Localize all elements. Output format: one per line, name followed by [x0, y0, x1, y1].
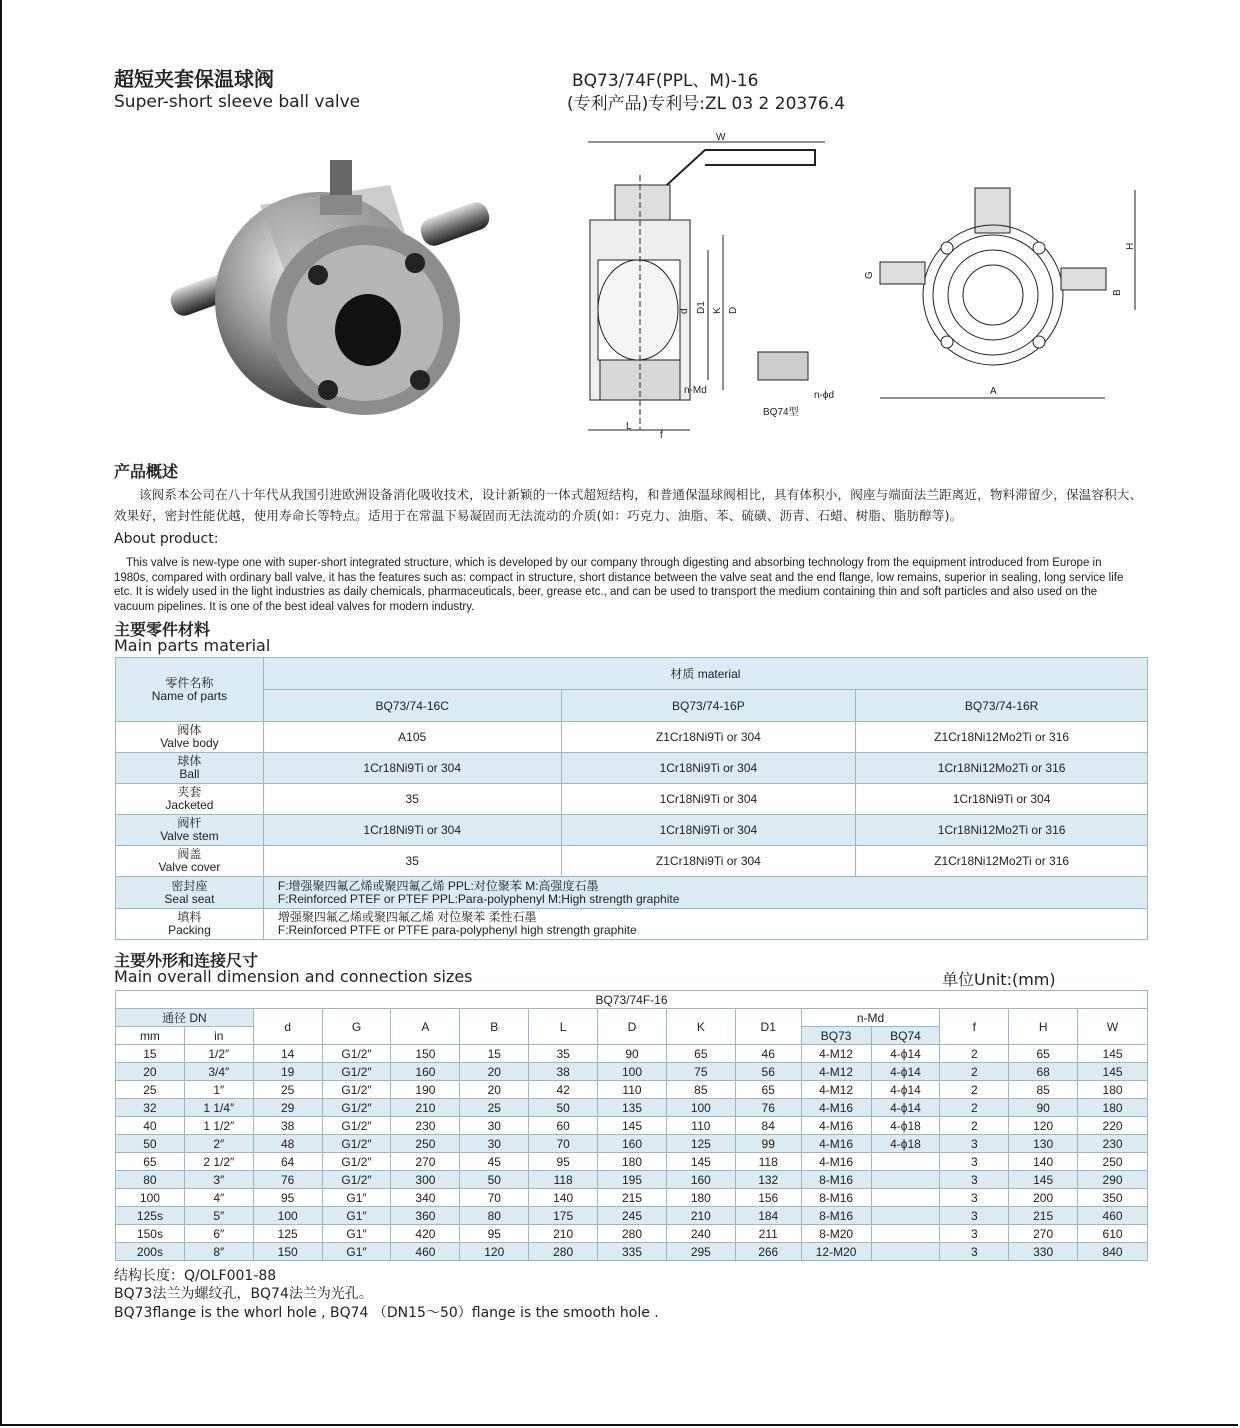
dimension-cell: 4-M16	[801, 1117, 871, 1135]
dimension-cell: 90	[598, 1045, 667, 1063]
dimension-cell: 85	[666, 1081, 735, 1099]
dimension-row	[116, 1225, 1148, 1243]
material-cell: 1Cr18Ni9Ti or 304	[561, 815, 856, 846]
dimension-cell: 270	[391, 1153, 460, 1171]
dimension-cell: 120	[1009, 1117, 1078, 1135]
dimension-cell	[871, 1225, 940, 1243]
section-drawing	[580, 130, 850, 440]
dimension-cell: 8″	[184, 1243, 253, 1261]
dimension-cell: 95	[253, 1189, 322, 1207]
dimension-cell: 95	[460, 1225, 529, 1243]
dimension-cell: G1/2″	[322, 1171, 391, 1189]
dimension-cell: 145	[1078, 1063, 1148, 1081]
dimension-cell: 25	[253, 1081, 322, 1099]
material-cell: 35	[263, 846, 561, 877]
part-cn: 阀体	[177, 723, 202, 737]
part-en: Valve stem	[160, 829, 219, 843]
valve-photo	[160, 155, 505, 420]
materials-heading-cn: 主要零件材料	[114, 620, 211, 639]
hdr-w: W	[1078, 1009, 1148, 1045]
front-drawing	[855, 180, 1140, 405]
material-cell: 1Cr18Ni9Ti or 304	[561, 784, 856, 815]
variant-c: BQ73/74-16C	[263, 690, 561, 722]
dimension-cell: 30	[460, 1117, 529, 1135]
material-cell: Z1Cr18Ni12Mo2Ti or 316	[856, 722, 1148, 753]
variant-p: BQ73/74-16P	[561, 690, 856, 722]
dimension-cell: 1 1/2″	[184, 1117, 253, 1135]
dimensions-table	[115, 990, 1148, 1261]
dimension-cell: 32	[116, 1099, 185, 1117]
dimension-cell: 210	[666, 1207, 735, 1225]
dimension-cell: 5″	[184, 1207, 253, 1225]
dimension-cell: G1″	[322, 1225, 391, 1243]
material-cell: 35	[263, 784, 561, 815]
dimension-cell: 3″	[184, 1171, 253, 1189]
dimension-cell: 84	[735, 1117, 801, 1135]
material-cell: 1Cr18Ni9Ti or 304	[263, 753, 561, 784]
dim-k: K	[712, 307, 723, 314]
dimension-cell: 38	[529, 1063, 598, 1081]
dimension-cell: 38	[253, 1117, 322, 1135]
dimension-cell: 65	[666, 1045, 735, 1063]
dimension-cell: 184	[735, 1207, 801, 1225]
dimension-cell: 145	[1078, 1045, 1148, 1063]
dimension-cell: 135	[598, 1099, 667, 1117]
dimension-cell: 70	[460, 1189, 529, 1207]
dim-a: A	[990, 386, 997, 397]
overview-heading-en: About product:	[114, 531, 219, 547]
seal-line-cn: F:增强聚四氟乙烯或聚四氟乙烯 PPL:对位聚苯 M:高强度石墨	[277, 878, 599, 893]
dimension-row	[116, 1099, 1148, 1117]
dimension-cell: 110	[666, 1117, 735, 1135]
dimension-cell: 840	[1078, 1243, 1148, 1261]
dimension-cell	[871, 1153, 940, 1171]
hdr-b: B	[460, 1009, 529, 1045]
dimension-cell: 100	[253, 1207, 322, 1225]
material-row	[116, 815, 1148, 846]
dimension-cell: 20	[460, 1063, 529, 1081]
dimension-row	[116, 1171, 1148, 1189]
dimension-row	[116, 1063, 1148, 1081]
variant-r: BQ73/74-16R	[856, 690, 1148, 722]
dimension-cell: 100	[116, 1189, 185, 1207]
dim-nmd: n-Md	[684, 385, 707, 396]
hdr-g: G	[322, 1009, 391, 1045]
dimension-cell: 140	[529, 1189, 598, 1207]
dimension-cell: 90	[1009, 1099, 1078, 1117]
materials-heading-en: Main parts material	[114, 636, 271, 655]
dimension-cell: G1″	[322, 1189, 391, 1207]
material-cell: Z1Cr18Ni9Ti or 304	[561, 722, 856, 753]
hdr-mm: mm	[116, 1027, 185, 1045]
dimension-row	[116, 1045, 1148, 1063]
dim-b: B	[1112, 289, 1123, 296]
dimension-cell: 100	[598, 1063, 667, 1081]
dim-h: H	[1125, 242, 1136, 250]
part-en: Packing	[168, 923, 211, 937]
material-cell: 1Cr18Ni12Mo2Ti or 316	[856, 753, 1148, 784]
part-cn: 阀杆	[177, 816, 202, 830]
col-material: 材质 material	[263, 658, 1147, 690]
dimension-cell: 360	[391, 1207, 460, 1225]
dim-g: G	[864, 271, 875, 279]
dim-d1: D1	[696, 301, 707, 314]
table-model: BQ73/74F-16	[116, 991, 1148, 1009]
hdr-nmd: n-Md	[801, 1009, 940, 1027]
seal-line-en: F:Reinforced PTEF or PTEF PPL:Para-polyphenyl M:High strength graphite	[277, 891, 680, 906]
dimension-cell: 118	[529, 1171, 598, 1189]
dimensions-heading-en: Main overall dimension and connection sizes	[114, 967, 473, 986]
dimension-cell: G1/2″	[322, 1117, 391, 1135]
hdr-k: K	[666, 1009, 735, 1045]
material-cell: Z1Cr18Ni9Ti or 304	[561, 846, 856, 877]
dimension-cell: G1″	[322, 1243, 391, 1261]
dimension-row	[116, 1243, 1148, 1261]
dimension-cell: 200	[1009, 1189, 1078, 1207]
dimension-row	[116, 1135, 1148, 1153]
dimension-cell: 215	[1009, 1207, 1078, 1225]
dimension-cell: 1/2″	[184, 1045, 253, 1063]
dimension-cell: 211	[735, 1225, 801, 1243]
dimension-cell: 80	[460, 1207, 529, 1225]
dimension-cell: 210	[529, 1225, 598, 1243]
dimension-cell: 2	[940, 1117, 1009, 1135]
hdr-bq74: BQ74	[871, 1027, 940, 1045]
dimension-cell: 245	[598, 1207, 667, 1225]
hdr-a: A	[391, 1009, 460, 1045]
dimension-cell: 350	[1078, 1189, 1148, 1207]
dimensions-heading-cn: 主要外形和连接尺寸	[114, 951, 259, 970]
dimension-cell: 46	[735, 1045, 801, 1063]
dimension-cell: 175	[529, 1207, 598, 1225]
dimension-cell: 180	[1078, 1099, 1148, 1117]
hdr-dn: 通径 DN	[116, 1009, 254, 1027]
note-flange-en: BQ73flange is the whorl hole , BQ74 （DN15～50）flange is the smooth hole .	[114, 1305, 659, 1321]
dim-w: W	[716, 132, 726, 143]
dimension-cell: 330	[1009, 1243, 1078, 1261]
dimension-cell: 3	[940, 1243, 1009, 1261]
dimension-cell: 45	[460, 1153, 529, 1171]
hdr-bq73: BQ73	[801, 1027, 871, 1045]
dim-dd: D	[728, 306, 739, 314]
part-cn: 阀盖	[177, 847, 202, 861]
dimension-cell: 335	[598, 1243, 667, 1261]
dimension-cell: 3	[940, 1189, 1009, 1207]
dimension-cell: 180	[666, 1189, 735, 1207]
dimensions-body	[116, 1045, 1148, 1261]
dimension-cell: 76	[735, 1099, 801, 1117]
part-en: Jacketed	[165, 798, 214, 812]
unit-label: 单位Unit:(mm)	[942, 970, 1056, 989]
dimension-cell: 8-M16	[801, 1189, 871, 1207]
dimension-cell: 300	[391, 1171, 460, 1189]
dimension-cell: 68	[1009, 1063, 1078, 1081]
dimension-cell: 140	[1009, 1153, 1078, 1171]
dimension-cell: 48	[253, 1135, 322, 1153]
dimension-cell: 4-ϕ14	[871, 1099, 940, 1117]
dimension-cell: 295	[666, 1243, 735, 1261]
dimension-cell: 2 1/2″	[184, 1153, 253, 1171]
material-cell: 1Cr18Ni9Ti or 304	[263, 815, 561, 846]
dimension-cell: 250	[1078, 1153, 1148, 1171]
dimension-cell: 4-M12	[801, 1063, 871, 1081]
dimension-cell: 210	[391, 1099, 460, 1117]
dimension-cell: 8-M16	[801, 1207, 871, 1225]
dimension-cell: 610	[1078, 1225, 1148, 1243]
dimension-cell: 190	[391, 1081, 460, 1099]
dimension-cell: 150	[253, 1243, 322, 1261]
dimension-cell: 120	[460, 1243, 529, 1261]
dimension-cell	[871, 1189, 940, 1207]
dim-l: L	[626, 421, 632, 432]
dimension-cell: 3	[940, 1207, 1009, 1225]
dimension-cell: 30	[460, 1135, 529, 1153]
dimension-cell: 75	[666, 1063, 735, 1081]
dimension-cell: 50	[529, 1099, 598, 1117]
dimension-cell: 8-M16	[801, 1171, 871, 1189]
dimension-cell: 2	[940, 1081, 1009, 1099]
dimension-cell: G1/2″	[322, 1081, 391, 1099]
dimension-row	[116, 1081, 1148, 1099]
dimension-cell: 25	[116, 1081, 185, 1099]
dimension-cell	[871, 1171, 940, 1189]
part-en: Seal seat	[164, 891, 215, 906]
dimension-cell: 3	[940, 1135, 1009, 1153]
dimension-cell: 180	[598, 1153, 667, 1171]
material-cell: Z1Cr18Ni12Mo2Ti or 316	[856, 846, 1148, 877]
dimension-cell: 20	[460, 1081, 529, 1099]
dimension-cell: 65	[116, 1153, 185, 1171]
dimension-cell: 110	[598, 1081, 667, 1099]
dimension-cell: 145	[1009, 1171, 1078, 1189]
dim-nphid: n-ϕd	[814, 390, 835, 401]
label-bq74: BQ74型	[763, 407, 799, 418]
dimension-cell: 65	[735, 1081, 801, 1099]
dimension-cell: 80	[116, 1171, 185, 1189]
dimension-cell: 4-M12	[801, 1045, 871, 1063]
material-row-seal	[116, 877, 1148, 909]
dimension-cell: 2″	[184, 1135, 253, 1153]
dimension-cell: 3/4″	[184, 1063, 253, 1081]
dimension-cell: 220	[1078, 1117, 1148, 1135]
dimension-cell: 150	[391, 1045, 460, 1063]
dimension-cell: G1/2″	[322, 1045, 391, 1063]
dimension-cell: 1″	[184, 1081, 253, 1099]
dimension-cell: 40	[116, 1117, 185, 1135]
overview-text-en: This valve is new-type one with super-short integrated structure, which is developed by our company through digesting and absorbing technology from the equipment introduced from Europe in 1980s, compared with ordinary ball valve, it has the features such as: compact in structure, short distance between the valve seat and the end flange, low remains, superior in sealing, long service life etc. It is widely used in the light industries as daily chemicals, pharmaceuticals, beer, grease etc., and can be used to transport the medium containing thin and soft particles and also used on the vacuum pipelines. It is one of the best ideal valves for modern industry.	[114, 557, 1124, 613]
dimension-cell: 56	[735, 1063, 801, 1081]
dimension-cell: 160	[666, 1171, 735, 1189]
dimension-cell: 15	[116, 1045, 185, 1063]
dimension-cell: G1/2″	[322, 1099, 391, 1117]
dimension-cell: 280	[529, 1243, 598, 1261]
part-en: Valve body	[160, 736, 219, 750]
dimension-cell: 125	[253, 1225, 322, 1243]
dimension-cell: G1/2″	[322, 1153, 391, 1171]
dimension-cell: 4-ϕ14	[871, 1045, 940, 1063]
dimension-cell: 125	[666, 1135, 735, 1153]
dimension-cell: 100	[666, 1099, 735, 1117]
dimension-cell: 420	[391, 1225, 460, 1243]
note-flange-cn: BQ73法兰为螺纹孔，BQ74法兰为光孔。	[114, 1286, 373, 1302]
dimension-cell: 14	[253, 1045, 322, 1063]
dimension-cell: 19	[253, 1063, 322, 1081]
overview-text-cn: 该阀系本公司在八十年代从我国引进欧洲设备消化吸收技术，设计新颖的一体式超短结构，和普通保温球阀相比，具有体积小，阀座与端面法兰距离近，物料滞留少，保温容积大、效果好，密封性能优越，使用寿命长等特点。适用于在常温下易凝固而无法流动的介质(如：巧克力、油脂、苯、硫磺、沥青、石蜡、树脂、脂肪醇等)。	[114, 487, 1143, 523]
part-en: Ball	[179, 767, 200, 781]
dimension-cell: 4-ϕ14	[871, 1081, 940, 1099]
dimension-cell: 118	[735, 1153, 801, 1171]
dimension-cell: 160	[598, 1135, 667, 1153]
hdr-d1: D1	[735, 1009, 801, 1045]
material-cell: 1Cr18Ni12Mo2Ti or 316	[856, 815, 1148, 846]
dimension-cell	[871, 1207, 940, 1225]
material-row	[116, 846, 1148, 877]
material-row-packing	[116, 909, 1148, 940]
dimension-cell: 215	[598, 1189, 667, 1207]
dimension-cell: 230	[1078, 1135, 1148, 1153]
dimension-cell: 50	[460, 1171, 529, 1189]
title-cn: 超短夹套保温球阀	[114, 67, 274, 91]
dimension-cell: 160	[391, 1063, 460, 1081]
dimension-cell: 6″	[184, 1225, 253, 1243]
dimension-cell: 195	[598, 1171, 667, 1189]
dimension-cell: 12-M20	[801, 1243, 871, 1261]
material-cell: 1Cr18Ni9Ti or 304	[561, 753, 856, 784]
dimension-cell: 70	[529, 1135, 598, 1153]
dimension-cell: 460	[1078, 1207, 1148, 1225]
dimension-cell: 290	[1078, 1171, 1148, 1189]
dimension-cell: 145	[666, 1153, 735, 1171]
packing-line-cn: 增强聚四氟乙烯或聚四氟乙烯 对位聚苯 柔性石墨	[277, 910, 537, 924]
material-row	[116, 753, 1148, 784]
dimension-cell: 3	[940, 1171, 1009, 1189]
dimension-cell: 4-M12	[801, 1081, 871, 1099]
dimension-row	[116, 1153, 1148, 1171]
dimension-cell: 25	[460, 1099, 529, 1117]
dimension-cell: 4″	[184, 1189, 253, 1207]
hdr-l: L	[529, 1009, 598, 1045]
hdr-h: H	[1009, 1009, 1078, 1045]
dimension-cell: 2	[940, 1045, 1009, 1063]
dimension-cell: 130	[1009, 1135, 1078, 1153]
dimension-cell: 3	[940, 1153, 1009, 1171]
dimension-cell: 42	[529, 1081, 598, 1099]
dimension-cell: 8-M20	[801, 1225, 871, 1243]
hdr-dd: D	[598, 1009, 667, 1045]
dimension-cell: 270	[1009, 1225, 1078, 1243]
dimension-cell: 156	[735, 1189, 801, 1207]
dimension-cell: 230	[391, 1117, 460, 1135]
dimension-cell: 60	[529, 1117, 598, 1135]
dimension-cell: 460	[391, 1243, 460, 1261]
dimension-cell	[871, 1243, 940, 1261]
dimension-cell: 1 1/4″	[184, 1099, 253, 1117]
material-cell: A105	[263, 722, 561, 753]
title-en: Super-short sleeve ball valve	[114, 92, 361, 112]
part-cn: 填料	[177, 910, 202, 924]
dimension-cell: G1/2″	[322, 1135, 391, 1153]
dimension-cell: 4-ϕ18	[871, 1135, 940, 1153]
dimension-cell: 145	[598, 1117, 667, 1135]
material-row	[116, 784, 1148, 815]
dimension-cell: 340	[391, 1189, 460, 1207]
dimension-cell: 132	[735, 1171, 801, 1189]
hdr-f: f	[940, 1009, 1009, 1045]
part-en: Valve cover	[158, 860, 221, 874]
dimension-cell: 95	[529, 1153, 598, 1171]
dimension-cell: 20	[116, 1063, 185, 1081]
dimension-cell: 15	[460, 1045, 529, 1063]
dimension-cell: 65	[1009, 1045, 1078, 1063]
col-name-parts	[116, 658, 264, 722]
dimension-cell: 200s	[116, 1243, 185, 1261]
material-row	[116, 722, 1148, 753]
dimension-cell: 150s	[116, 1225, 185, 1243]
dimension-cell: G1/2″	[322, 1063, 391, 1081]
overview-heading-cn: 产品概述	[114, 462, 179, 481]
dimension-cell: 180	[1078, 1081, 1148, 1099]
hdr-in: in	[184, 1027, 253, 1045]
part-cn: 球体	[177, 754, 202, 768]
dimension-cell: G1″	[322, 1207, 391, 1225]
dimension-cell: 85	[1009, 1081, 1078, 1099]
dimension-row	[116, 1189, 1148, 1207]
material-cell: 1Cr18Ni9Ti or 304	[856, 784, 1148, 815]
dimension-cell: 280	[598, 1225, 667, 1243]
dimension-cell: 4-M16	[801, 1099, 871, 1117]
dimension-cell: 3	[940, 1225, 1009, 1243]
dimension-row	[116, 1117, 1148, 1135]
dimension-cell: 50	[116, 1135, 185, 1153]
dimension-cell: 240	[666, 1225, 735, 1243]
dimension-cell: 64	[253, 1153, 322, 1171]
dimension-cell: 4-M16	[801, 1153, 871, 1171]
dimension-cell: 2	[940, 1063, 1009, 1081]
model-number: BQ73/74F(PPL、M)-16	[572, 71, 759, 91]
dimension-cell: 250	[391, 1135, 460, 1153]
dimension-cell: 4-ϕ14	[871, 1063, 940, 1081]
dimension-cell: 4-ϕ18	[871, 1117, 940, 1135]
materials-table	[115, 657, 1148, 940]
patent-number: (专利产品)专利号:ZL 03 2 20376.4	[567, 94, 846, 114]
dimension-cell: 2	[940, 1099, 1009, 1117]
dimension-cell: 99	[735, 1135, 801, 1153]
dimension-cell: 35	[529, 1045, 598, 1063]
dimension-cell: 76	[253, 1171, 322, 1189]
dimension-cell: 29	[253, 1099, 322, 1117]
part-cn: 密封座	[171, 878, 208, 893]
dimension-cell: 4-M16	[801, 1135, 871, 1153]
dimension-cell: 266	[735, 1243, 801, 1261]
note-structure-length: 结构长度：Q/OLF001-88	[114, 1268, 277, 1284]
part-cn: 夹套	[177, 785, 202, 799]
dim-f: f	[660, 430, 663, 440]
dimension-cell: 125s	[116, 1207, 185, 1225]
hdr-d: d	[253, 1009, 322, 1045]
col-name-en: Name of parts	[151, 688, 228, 703]
col-name-cn: 零件名称	[165, 675, 214, 690]
packing-line-en: F:Reinforced PTFE or PTFE para-polyphenyl high strength graphite	[277, 923, 637, 937]
dim-d: d	[679, 308, 690, 314]
dimension-row	[116, 1207, 1148, 1225]
